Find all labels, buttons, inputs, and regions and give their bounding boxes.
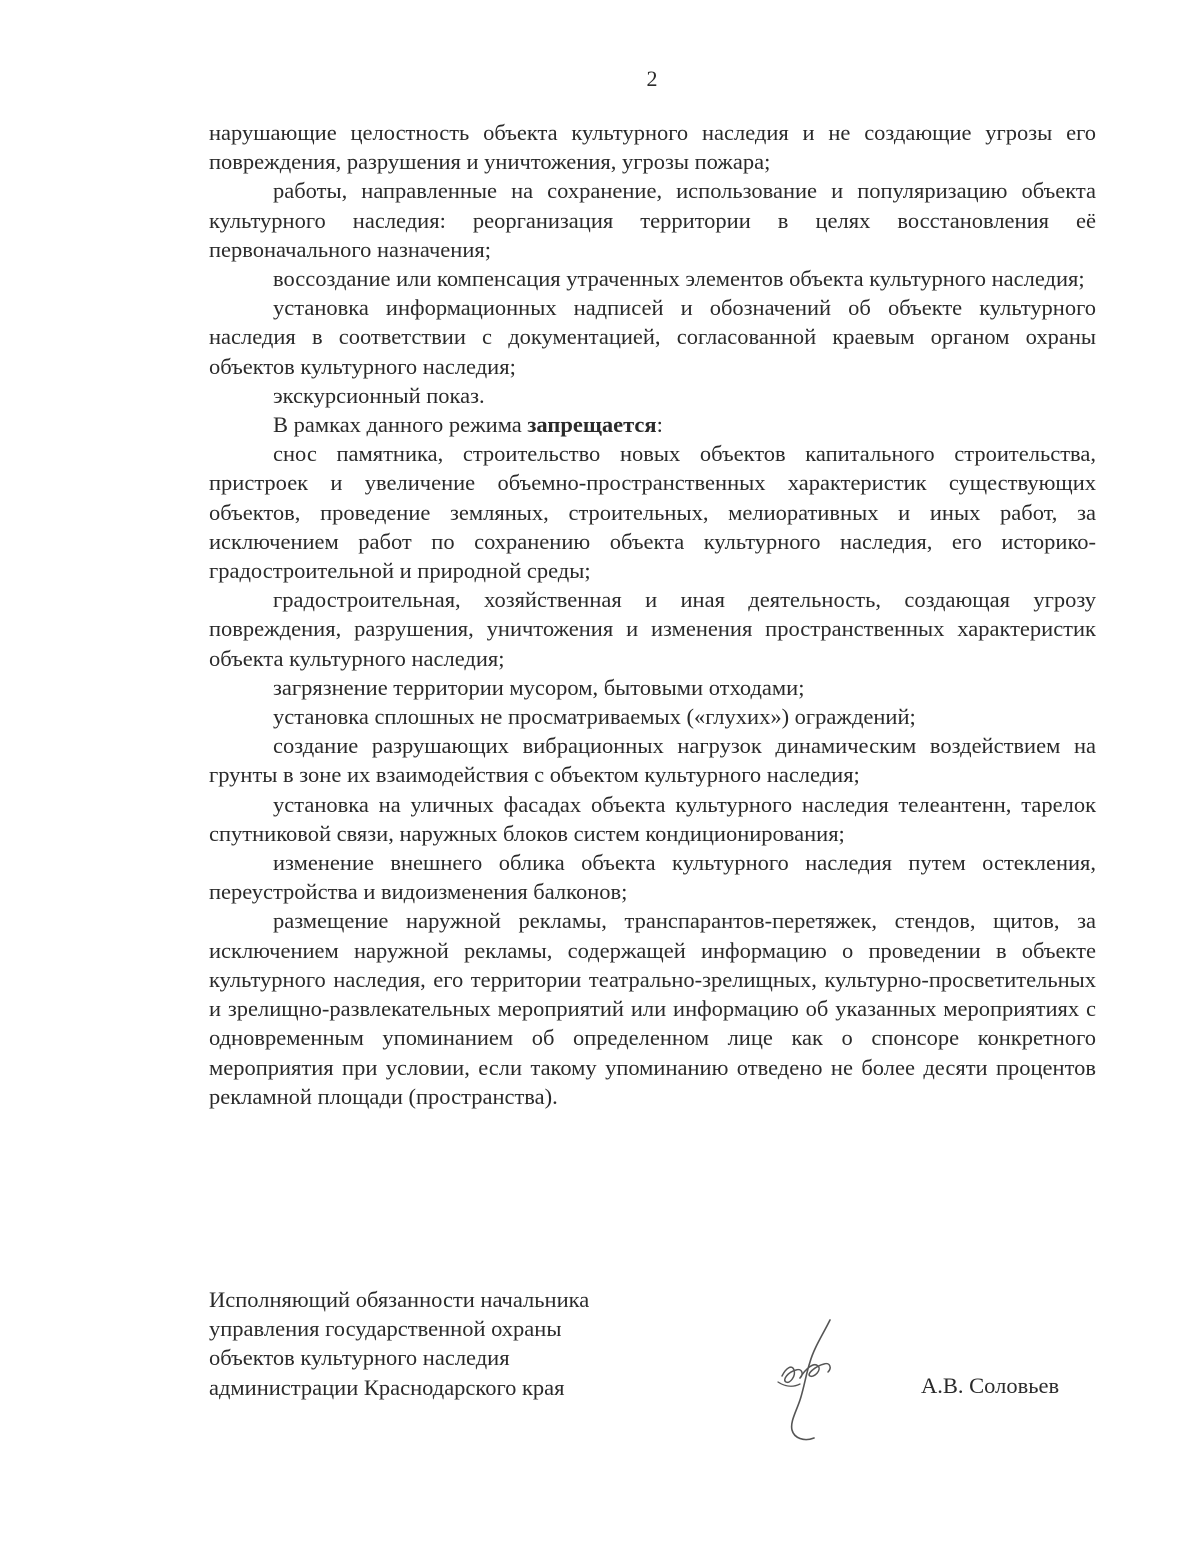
prohibited-keyword: запрещается [527, 412, 657, 438]
handwritten-signature [770, 1318, 850, 1446]
signatory-position-line: объектов культурного наследия [209, 1345, 510, 1371]
signatory-name: А.В. Соловьев [921, 1373, 1060, 1398]
paragraph: градостроительная, хозяйственная и иная деятельность, создающая угрозу повреждения, разрушения, уничтожения и изменения пространственных характеристик объекта культурного наследия; [209, 587, 1096, 671]
prohibited-heading-colon: : [656, 412, 663, 438]
paragraph: установка на уличных фасадах объекта культурного наследия телеантенн, тарелок спутниковой связи, наружных блоков систем кондиционирования; [209, 791, 1096, 846]
page-number [0, 66, 1200, 92]
prohibited-heading-lead: В рамках данного режима [273, 412, 528, 438]
paragraph: нарушающие целостность объекта культурного наследия и не создающие угрозы его повреждения, разрушения и уничтожения, угрозы пожара; [209, 120, 1096, 175]
signatory-position [209, 1285, 689, 1402]
paragraph: установка сплошных не просматриваемых («глухих») ограждений; [273, 704, 916, 730]
paragraph: изменение внешнего облика объекта культурного наследия путем остекления, переустройства и видоизменения балконов; [209, 850, 1096, 905]
paragraph: экскурсионный показ. [273, 382, 485, 408]
paragraph: создание разрушающих вибрационных нагрузок динамическим воздействием на грунты в зоне их взаимодействия с объектом культурного наследия; [209, 733, 1096, 788]
paragraph: размещение наружной рекламы, транспарантов-перетяжек, стендов, щитов, за исключением наружной рекламы, содержащей информацию о проведении в объекте культурного наследия, его территории театрально-зрелищных, культурно-просветительных и зрелищно-развлекательных мероприятий или информацию об указанных мероприятиях с одновременным упоминанием об определенном лице как о спонсоре конкретного мероприятия при условии, если такому упоминанию отведено не более десяти процентов рекламной площади (пространства). [209, 908, 1096, 1109]
document-body [209, 118, 1096, 1111]
page-number-text: 2 [646, 66, 658, 91]
signatory-position-line: администрации Краснодарского края [209, 1374, 565, 1400]
paragraph: снос памятника, строительство новых объектов капитального строительства, пристроек и увеличение объемно-пространственных характеристик существующих объектов, проведение земляных, строительных, мелиоративных и иных работ, за исключением работ по сохранению объекта культурного наследия, его историко-градостроительной и природной среды; [209, 441, 1096, 584]
prohibited-heading [209, 410, 1096, 439]
signatory-position-line: Исполняющий обязанности начальника [209, 1287, 590, 1312]
paragraph: воссоздание или компенсация утраченных элементов объекта культурного наследия; [273, 266, 1085, 292]
paragraph: загрязнение территории мусором, бытовыми отходами; [273, 674, 805, 700]
paragraph: работы, направленные на сохранение, использование и популяризацию объекта культурного наследия: реорганизация территории в целях восстановления её первоначального назначения; [209, 178, 1096, 262]
signatory-position-line: управления государственной охраны [209, 1316, 562, 1342]
paragraph: установка информационных надписей и обозначений об объекте культурного наследия в соответствии с документацией, согласованной краевым органом охраны объектов культурного наследия; [209, 295, 1096, 379]
